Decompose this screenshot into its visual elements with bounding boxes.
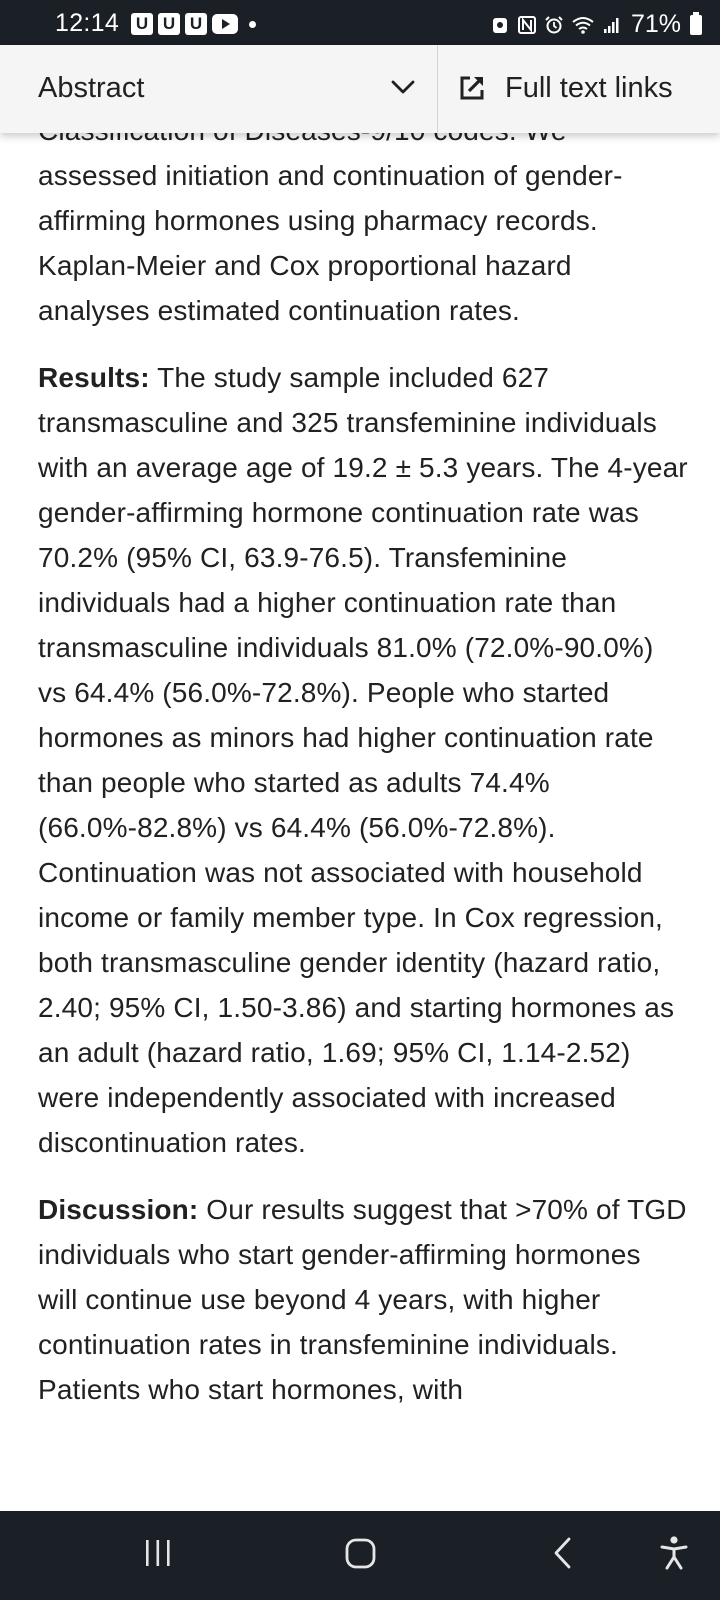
youtube-icon: [212, 14, 238, 34]
battery-percent: 71%: [630, 10, 681, 38]
external-link-icon: [459, 75, 485, 101]
sticky-header: [0, 45, 720, 133]
methods-paragraph: [38, 108, 688, 333]
abstract-content[interactable]: [0, 45, 720, 1511]
alarm-icon: [544, 15, 564, 35]
status-time: 12:14: [55, 9, 120, 37]
navigation-bar: [0, 1511, 720, 1600]
home-icon[interactable]: [343, 1533, 379, 1573]
system-icons: [490, 10, 702, 39]
nfc-icon: [517, 15, 537, 35]
discussion-paragraph: [38, 1187, 688, 1412]
results-text: The study sample included 627 transmasculine and 325 transfeminine individuals with an average age of 19.2 ± 5.3 years. The 4-year gender-affirming hormone continuation rate was 70.2% (95% CI, 63.9-76.5). Transfeminine individuals had a higher continuation rate than transmasculine individuals 81.0% (72.0%-90.0%) vs 64.4% (56.0%-72.8%). People who started hormones as minors had higher continuation rate than people who started as adults 74.4% (66.0%-82.8%) vs 64.4% (56.0%-72.8%). Continuation was not associated with household income or family member type. In Cox regression, both transmasculine gender identity (hazard ratio, 2.40; 95% CI, 1.50-3.86) and starting hormones as an adult (hazard ratio, 1.69; 95% CI, 1.14-2.52) were independently associated with increased discontinuation rates.: [38, 362, 688, 1158]
signal-icon: [602, 15, 622, 35]
lock-icon: [490, 15, 510, 35]
u-app-icon: U: [158, 13, 180, 35]
recent-apps-icon[interactable]: [143, 1533, 173, 1573]
abstract-body: [38, 108, 688, 1434]
wifi-icon: [571, 15, 595, 35]
battery-icon: [690, 15, 702, 35]
section-dropdown-label: Abstract: [38, 72, 145, 104]
chevron-down-icon: [390, 78, 416, 96]
full-text-links-button[interactable]: [439, 45, 720, 133]
discussion-heading: Discussion:: [38, 1194, 199, 1225]
results-paragraph: [38, 355, 688, 1165]
dot-icon: [249, 21, 256, 28]
back-icon[interactable]: [550, 1533, 576, 1573]
discussion-text: Our results suggest that >70% of TGD individuals who start gender-affirming hormones will continue use beyond 4 years, with higher continuation rates in transfeminine individuals. Patients who start hormones, with: [38, 1194, 687, 1405]
section-dropdown[interactable]: [0, 45, 438, 133]
accessibility-icon[interactable]: [659, 1533, 689, 1573]
u-app-icon: U: [185, 13, 207, 35]
status-bar: [0, 0, 720, 45]
u-app-icon: U: [131, 13, 153, 35]
methods-text: assessed initiation and continuation of gender-affirming hormones using pharmacy records. Kaplan-Meier and Cox proportional hazard analyses estimated continuation rates.: [38, 160, 623, 326]
full-text-links-label: Full text links: [505, 72, 673, 104]
notification-icons: [131, 13, 256, 35]
results-heading: Results:: [38, 362, 150, 393]
